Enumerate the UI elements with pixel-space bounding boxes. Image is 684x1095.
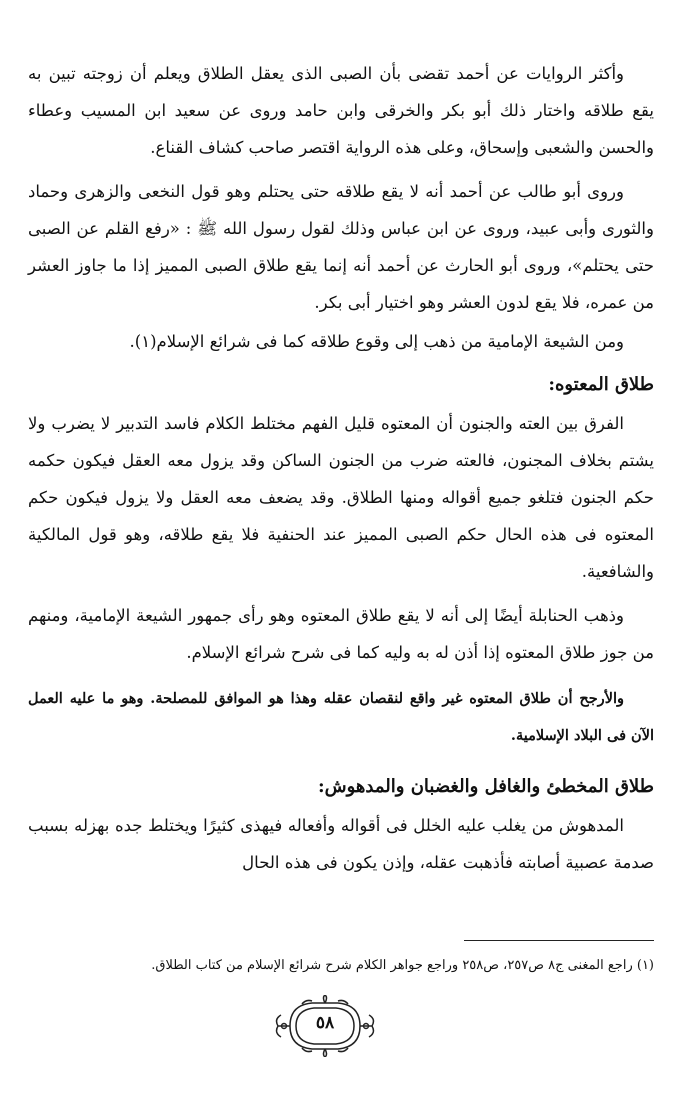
- page-number-ornament: [272, 995, 378, 1057]
- paragraph-3: ومن الشيعة الإمامية من ذهب إلى وقوع طلاقه كما فى شرائع الإسلام(١).: [129, 331, 624, 351]
- paragraph-6-conclusion: والأرجح أن طلاق المعتوه غير واقع لنقصان عقله وهذا هو الموافق للمصلحة. وهو ما عليه العمل الآن فى البلاد الإسلامية.: [28, 689, 654, 744]
- page-number: ٥٨: [315, 1013, 335, 1033]
- paragraph-5: وذهب الحنابلة أيضًا إلى أنه لا يقع طلاق المعتوه وهو رأى جمهور الشيعة الإمامية، ومنهم من جوز طلاق المعتوه إذا أذن له به وليه كما فى شرح شرائع الإسلام.: [28, 606, 654, 663]
- footnote-divider: [464, 940, 654, 941]
- footnote: (١) راجع المغنى ج٨ ص٢٥٧، ص٢٥٨ وراجع جواهر الكلام شرح شرائع الإسلام من كتاب الطلاق.: [151, 958, 654, 973]
- paragraph-4: الفرق بين العته والجنون أن المعتوه قليل الفهم مختلط الكلام فاسد التدبير لا يضرب ولا يشتم بخلاف المجنون، فالعته ضرب من الجنون الساكن وقد يزول معه العقل فيكون حكمه حكم الجنون فتلغو جميع أقواله ومنها الطلاق. وقد يضعف معه العقل ولا يزول فيكون حكم المعتوه فى هذه الحال حكم الصبى المميز عند الحنفية فلا يقع طلاقه، وهو قول المالكية والشافعية.: [28, 414, 654, 581]
- paragraph-7: المدهوش من يغلب عليه الخلل فى أقواله وأفعاله فيهذى كثيرًا ويختلط جده بهزله بسبب صدمة عصبية أصابته فأذهبت عقله، وإذن يكون فى هذه الحال: [28, 816, 654, 873]
- paragraph-2: وروى أبو طالب عن أحمد أنه لا يقع طلاقه حتى يحتلم وهو قول النخعى والزهرى وحماد والثورى وأبى عبيد، وروى عن ابن عباس وذلك لقول رسول الله ﷺ : «رفع القلم عن الصبى حتى يحتلم»، وروى أبو الحارث عن أحمد أنه إنما يقع طلاق الصبى المميز إذا ما جاوز العشر من عمره، فلا يقع لدون العشر وهو اختيار أبى بكر.: [28, 182, 654, 312]
- paragraph-1: وأكثر الروايات عن أحمد تقضى بأن الصبى الذى يعقل الطلاق ويعلم أن زوجته تبين به يقع طلاقه واختار ذلك أبو بكر والخرقى وابن حامد وروى عن سعيد ابن المسيب وعطاء والحسن والشعبى وإسحاق، وعلى هذه الرواية اقتصر صاحب كشاف القناع.: [28, 64, 654, 157]
- section-heading-maatouh: طلاق المعتوه:: [548, 374, 654, 396]
- section-heading-mukhti: طلاق المخطئ والغافل والغضبان والمدهوش:: [317, 776, 654, 798]
- paragraph-3-text: ومن الشيعة الإمامية من ذهب إلى وقوع طلاقه كما فى شرائع الإسلام: [156, 331, 624, 351]
- body-text: [28, 56, 654, 882]
- footnote-reference[interactable]: (١): [134, 331, 157, 351]
